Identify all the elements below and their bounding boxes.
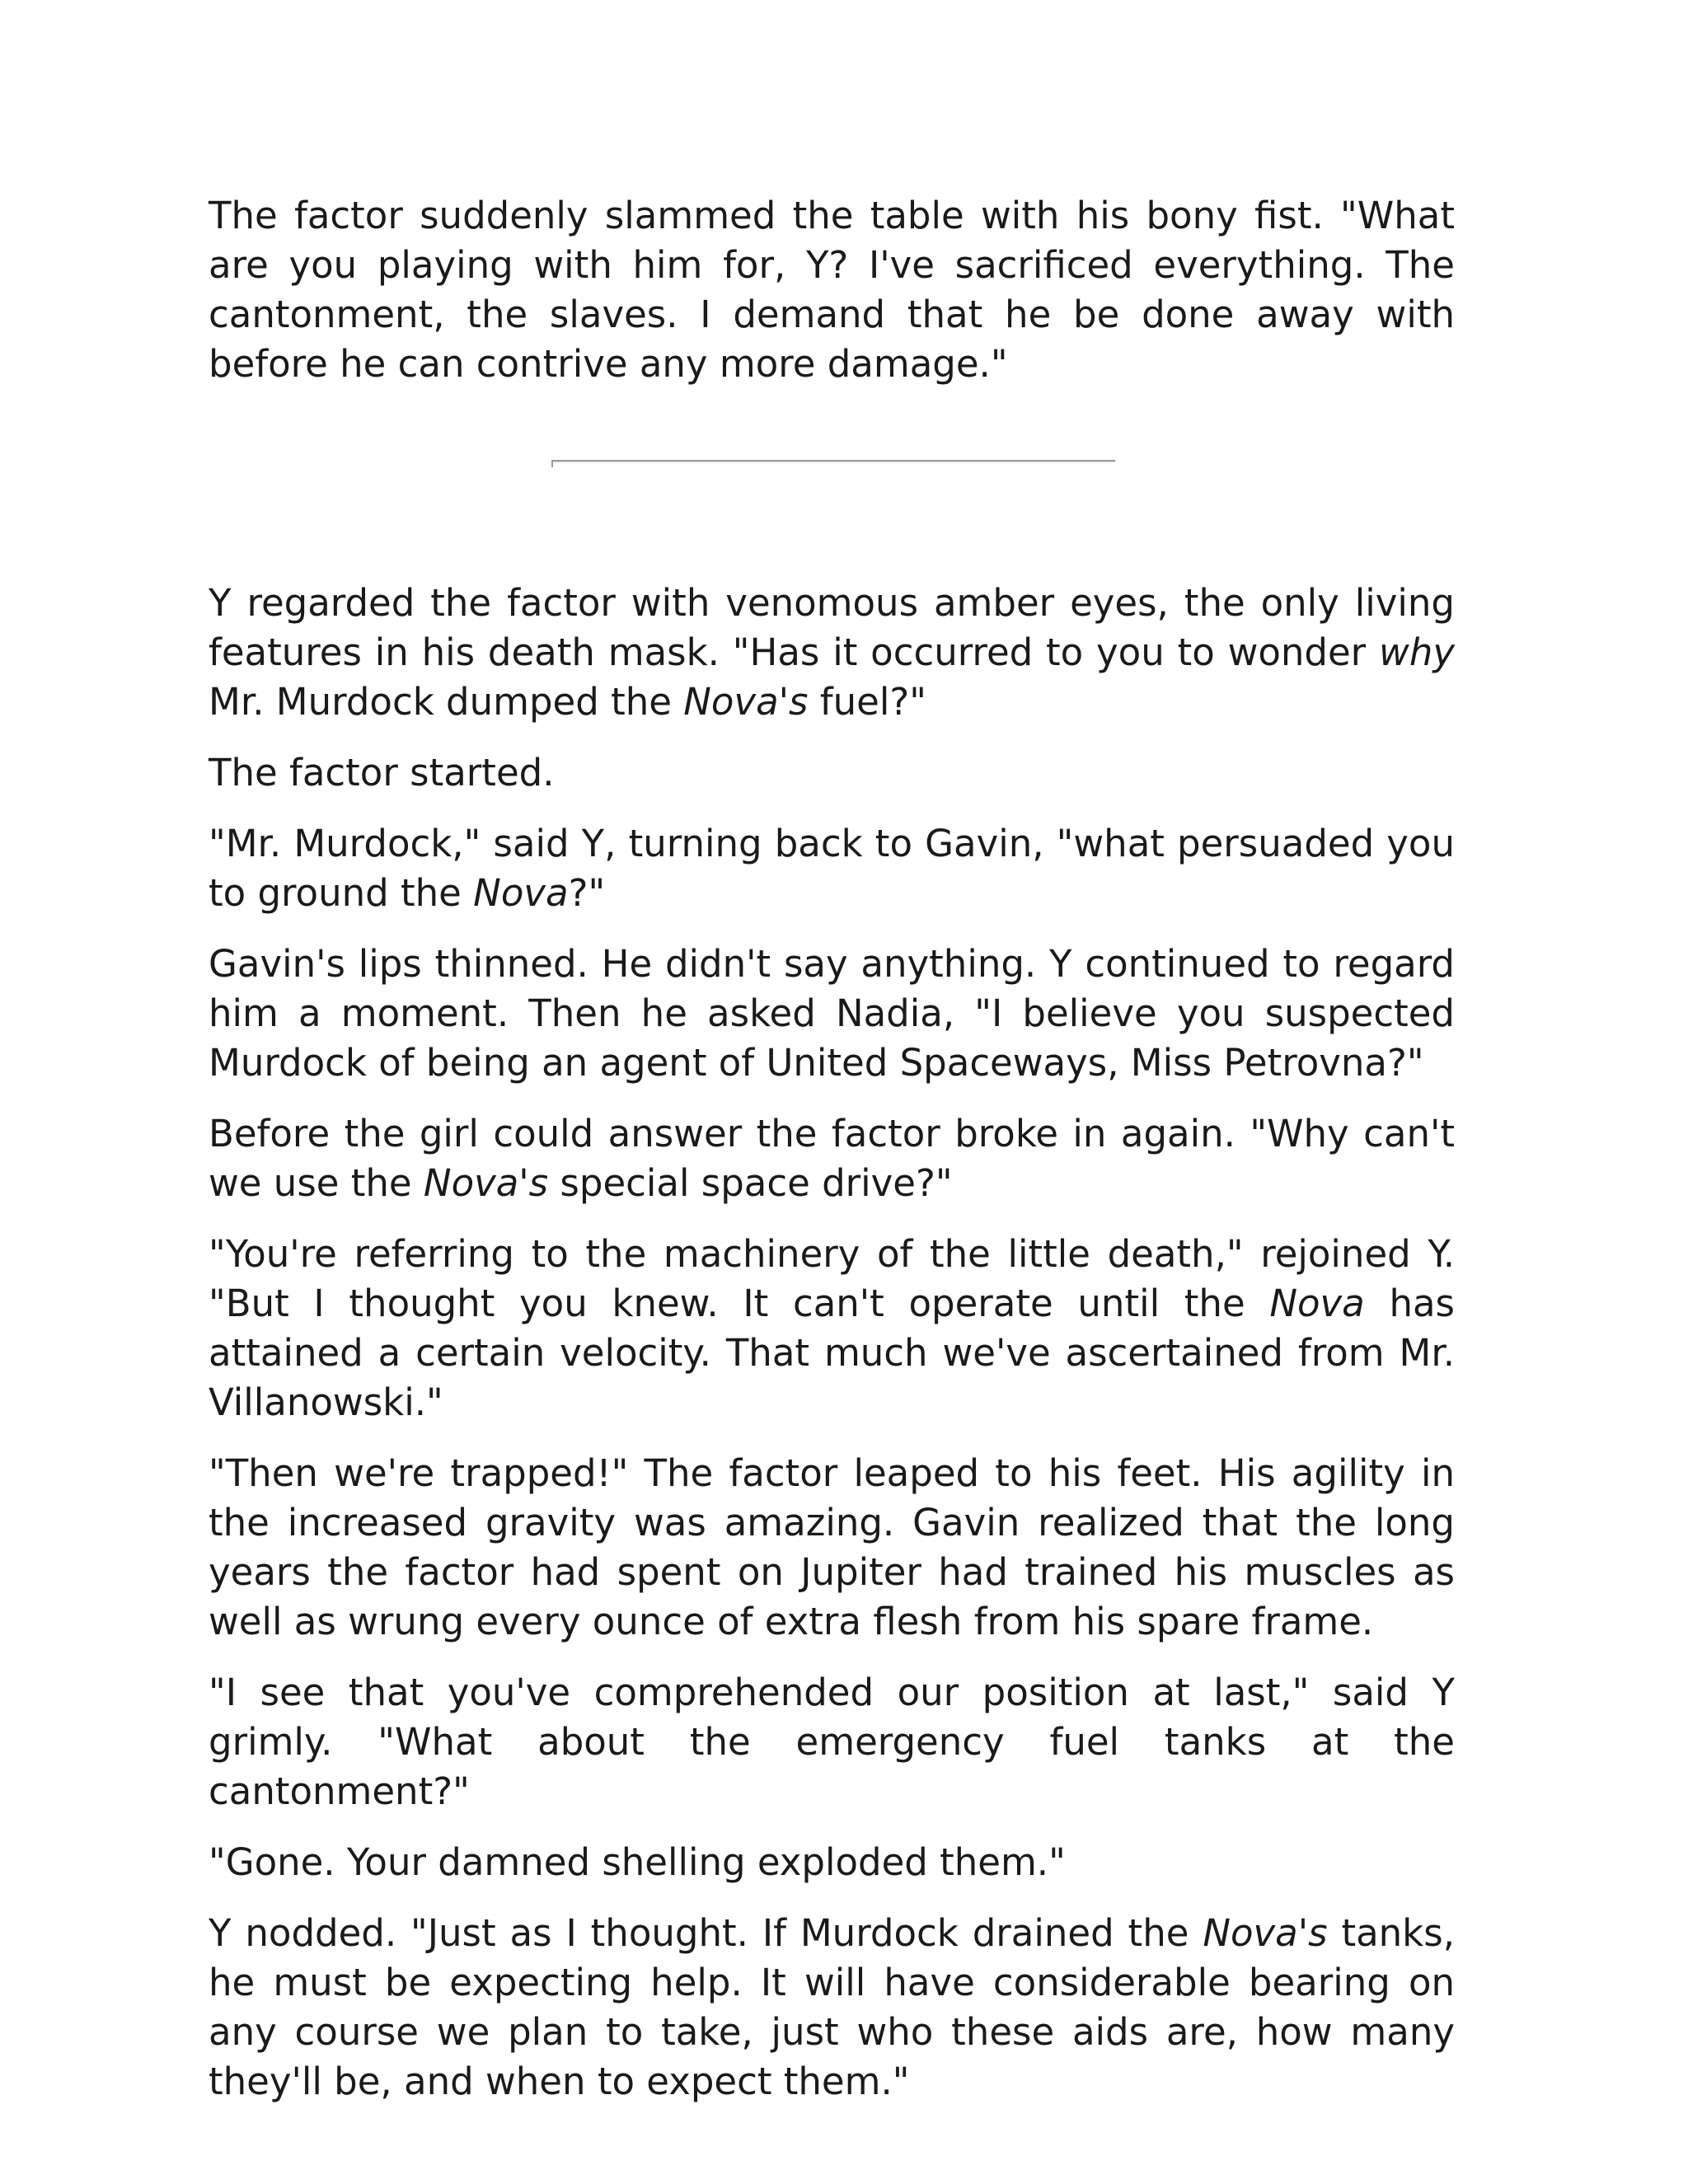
- text-run: ?": [568, 871, 606, 915]
- paragraph-2: [209, 579, 1455, 727]
- italic-text-run: Nova's: [1203, 1911, 1328, 1955]
- paragraph-6: [209, 1109, 1455, 1208]
- text-run: Gavin's lips thinned. He didn't say anything. Y continued to regard him a moment. Then he asked Nadia, "I believe you suspected Murdock of being an agent of United Spaceways, Miss Petrovna?": [209, 942, 1455, 1085]
- paragraph-5: [209, 940, 1455, 1088]
- horizontal-rule: [551, 460, 1115, 462]
- italic-text-run: Nova's: [683, 680, 809, 724]
- italic-text-run: Nova: [1269, 1282, 1365, 1325]
- text-run: Y nodded. "Just as I thought. If Murdock drained the: [209, 1911, 1203, 1955]
- paragraph-11: [209, 1909, 1455, 2107]
- text-run: "Mr. Murdock," said Y, turning back to Gavin, "what persuaded you to ground the: [209, 822, 1455, 915]
- italic-text-run: Nova's: [423, 1161, 549, 1205]
- text-run: fuel?": [808, 680, 926, 724]
- text-run: The factor suddenly slammed the table with his bony fist. "What are you playing with him for, Y? I've sacrificed everything. The cantonment, the slaves. I demand that he be done away with before he can contrive any more damage.": [209, 194, 1455, 386]
- text-run: has attained a certain velocity. That much we've ascertained from Mr. Villanowski.": [209, 1282, 1455, 1424]
- italic-text-run: Nova: [473, 871, 569, 915]
- paragraph-7: [209, 1230, 1455, 1427]
- section-break: [209, 389, 1455, 579]
- page-content: [209, 191, 1455, 2128]
- paragraph-1: [209, 191, 1455, 389]
- paragraph-10: [209, 1838, 1455, 1887]
- paragraph-9: [209, 1668, 1455, 1816]
- paragraph-4: [209, 819, 1455, 918]
- paragraph-8: [209, 1449, 1455, 1647]
- text-run: tanks, he must be expecting help. It will have considerable bearing on any course we plan to take, just who these aids are, how many they'll be, and when to expect them.": [209, 1911, 1455, 2103]
- text-run: "You're referring to the machinery of the little death," rejoined Y. "But I thought you knew. It can't operate until the: [209, 1232, 1455, 1325]
- text-run: "I see that you've comprehended our position at last," said Y grimly. "What about the emergency fuel tanks at the cantonment?": [209, 1671, 1455, 1813]
- text-run: The factor started.: [209, 751, 555, 794]
- text-run: "Then we're trapped!" The factor leaped to his feet. His agility in the increased gravity was amazing. Gavin realized that the long years the factor had spent on Jupiter had trained his muscles as well as wrung every ounce of extra flesh from his spare frame.: [209, 1451, 1455, 1643]
- text-run: "Gone. Your damned shelling exploded them.": [209, 1840, 1066, 1884]
- text-run: special space drive?": [548, 1161, 953, 1205]
- text-run: Before the girl could answer the factor broke in again. "Why can't we use the: [209, 1112, 1455, 1205]
- italic-text-run: why: [1379, 630, 1455, 674]
- paragraph-3: [209, 748, 1455, 798]
- text-run: Y regarded the factor with venomous amber eyes, the only living features in his death mask. "Has it occurred to you to wonder: [209, 581, 1455, 674]
- text-run: Mr. Murdock dumped the: [209, 680, 684, 724]
